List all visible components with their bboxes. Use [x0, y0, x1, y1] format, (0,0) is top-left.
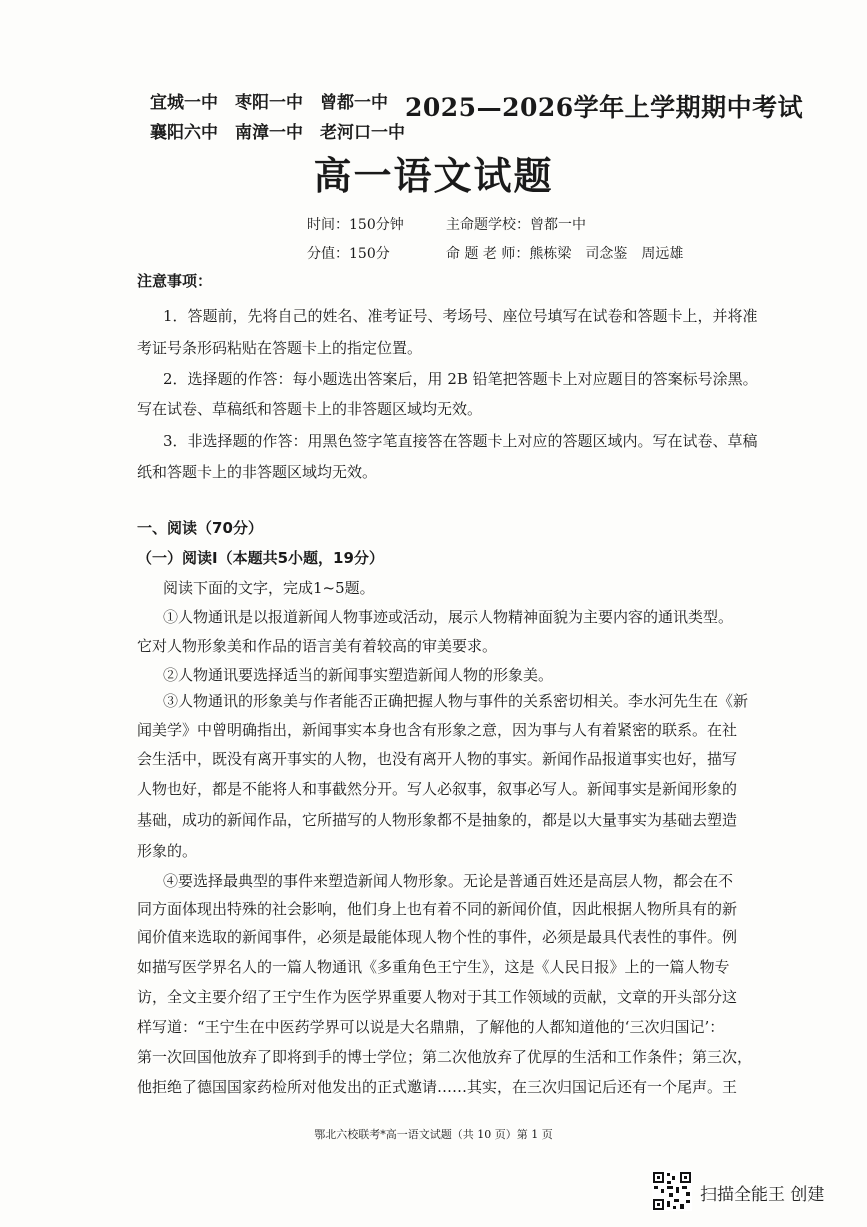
exam-teachers: 命 题 老 师：熊栋梁 司念鉴 周远雄	[446, 246, 684, 262]
passage-line: ①人物通讯是以报道新闻人物事迹或活动，展示人物精神面貌为主要内容的通讯类型。	[163, 608, 734, 626]
passage-line: ②人物通讯要选择适当的新闻事实塑造新闻人物的形象美。	[163, 666, 554, 684]
passage-line: 样写道：“王宁生在中医药学界可以说是大名鼎鼎，了解他的人都知道他的‘三次归国记’：	[137, 1018, 725, 1036]
passage-line: 如描写医学界名人的一篇人物通讯《多重角色王宁生》，这是《人民日报》上的一篇人物专	[137, 958, 730, 976]
passage-line: 同方面体现出特殊的社会影响，他们身上也有着不同的新闻价值，因此根据人物所具有的新	[137, 900, 738, 918]
passage-line: 人物也好，都是不能将人和事截然分开。写人必叙事，叙事必写人。新闻事实是新闻形象的	[137, 780, 738, 798]
notice-line: 3．非选择题的作答：用黑色签字笔直接答在答题卡上对应的答题区域内。写在试卷、草稿	[163, 432, 758, 450]
schools-row-2: 襄阳六中 南漳一中 老河口一中	[150, 123, 405, 143]
passage-line: 闻价值来选取的新闻事件，必须是最能体现人物个性的事件，必须是最具代表性的事件。例	[137, 928, 738, 946]
exam-time: 时间：150分钟	[307, 217, 404, 233]
passage-line: 它对人物形象美和作品的语言美有着较高的审美要求。	[137, 637, 498, 655]
passage-line: 会生活中，既没有离开事实的人物，也没有离开人物的事实。新闻作品报道事实也好，描写	[137, 750, 738, 768]
notice-heading: 注意事项：	[137, 272, 213, 290]
exam-score: 分值：150分	[307, 246, 390, 262]
passage-line: 形象的。	[137, 842, 198, 860]
section-title: 一、阅读（70分）	[137, 519, 263, 537]
passage-line: 基础，成功的新闻作品，它所描写的人物形象都不是抽象的，都是以大量事实为基础去塑造	[137, 811, 738, 829]
passage-line: ④要选择最典型的事件来塑造新闻人物形象。无论是普通百姓还是高层人物，都会在不	[163, 872, 734, 890]
qr-code-icon	[652, 1171, 692, 1211]
section-instruction: 阅读下面的文字，完成1~5题。	[163, 579, 375, 597]
exam-title: 2025—2026学年上学期期中考试	[405, 93, 804, 122]
notice-line: 纸和答题卡上的非答题区域均无效。	[137, 463, 378, 481]
passage-line: 闻美学》中曾明确指出，新闻事实本身也含有形象之意，因为事与人有着紧密的联系。在社	[137, 721, 738, 739]
notice-line: 考证号条形码粘贴在答题卡上的指定位置。	[137, 339, 423, 357]
passage-line: 访，全文主要介绍了王宁生作为医学界重要人物对于其工作领域的贡献，文章的开头部分这	[137, 988, 738, 1006]
passage-line: 他拒绝了德国国家药检所对他发出的正式邀请……其实，在三次归国记后还有一个尾声。王	[137, 1078, 738, 1096]
scanner-watermark: 扫描全能王 创建	[700, 1185, 825, 1205]
passage-line: 第一次回国他放弃了即将到手的博士学位；第二次他放弃了优厚的生活和工作条件；第三次，	[137, 1048, 753, 1066]
page-footer: 鄂北六校联考*高一语文试题（共 10 页）第 1 页	[314, 1128, 553, 1141]
passage-line: ③人物通讯的形象美与作者能否正确把握人物与事件的关系密切相关。李水河先生在《新	[163, 692, 749, 710]
notice-line: 1．答题前，先将自己的姓名、准考证号、考场号、座位号填写在试卷和答题卡上，并将准	[163, 307, 758, 325]
schools-row-1: 宜城一中 枣阳一中 曾都一中	[150, 93, 388, 113]
section-subtitle: （一）阅读Ⅰ（本题共5小题，19分）	[137, 549, 384, 567]
notice-line: 写在试卷、草稿纸和答题卡上的非答题区域均无效。	[137, 400, 483, 418]
notice-line: 2．选择题的作答：每小题选出答案后，用 2B 铅笔把答题卡上对应题目的答案标号涂黑。	[163, 370, 758, 388]
subject-title: 高一语文试题	[313, 154, 554, 198]
lead-school: 主命题学校：曾都一中	[446, 217, 586, 233]
